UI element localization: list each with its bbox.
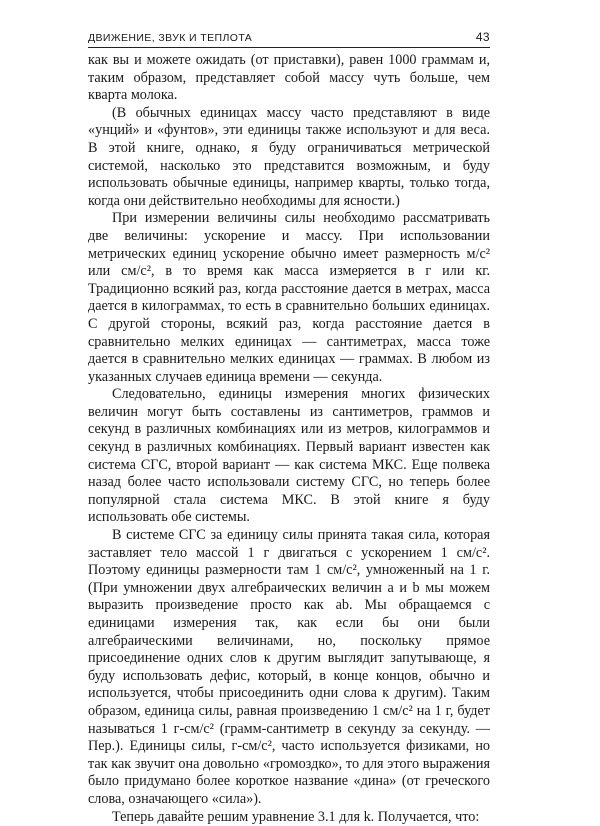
- running-title: ДВИЖЕНИЕ, ЗВУК И ТЕПЛОТА: [88, 32, 253, 44]
- page-number: 43: [475, 30, 490, 44]
- paragraph: В системе СГС за единицу силы принята такая сила, которая заставляет тело массой 1 г двигаться с ускорением 1 см/с². Поэтому единицы размерности там 1 см/с², умноженный на 1 г. (При умножении двух алгебраических величин a и b мы можем выразить произведение просто как ab. Мы обращаемся с единицами измерения так, как если бы они были алгебраическими величинами, но, поскольку прямое присоединение одних слов к другим выглядит запутывающе, я буду использовать дефис, который, в конце концов, обычно и используется, чтобы присоединить одни слова к другим). Таким образом, единица силы, равная произведению 1 см/с² на 1 г, будет называться 1 г-см/с² (грамм-сантиметр в секунду за секунду. — Пер.). Единицы силы, г-см/с², часто используется физиками, но так как звучит она довольно «громоздко», то для этого выражения было придумано более короткое название «дина» (от греческого слова, означающего «сила»).: [88, 527, 490, 807]
- paragraph: Теперь давайте решим уравнение 3.1 для k. Получается, что:: [112, 808, 480, 825]
- paragraph: как вы и можете ожидать (от приставки), равен 1000 граммам и, таким образом, представляет собой массу чуть больше, чем кварта молока.: [88, 52, 490, 104]
- paragraph: (В обычных единицах массу часто представляют в виде «унций» и «фунтов», эти единицы также используют и для веса. В этой книге, однако, я буду ограничиваться метрической системой, насколько это представится возможным, и буду использовать обычные единицы, например кварты, только тогда, когда они действительно необходимы для ясности.): [88, 104, 490, 209]
- paragraph: При измерении величины силы необходимо рассматривать две величины: ускорение и массу. При использовании метрических единиц ускорение обычно имеет размерность м/с² или см/с², в то время как масса измеряется в г или кг. Традиционно всякий раз, когда расстояние дается в метрах, масса дается в килограммах, то есть в сравнительно больших единицах. С другой стороны, всякий раз, когда расстояние дается в сравнительно мелких единицах — сантиметрах, масса тоже дается в сравнительно мелких единицах — граммах. В любом из указанных случаев единица времени — секунда.: [88, 210, 490, 385]
- running-header: [88, 30, 490, 48]
- header-rule: [88, 47, 490, 48]
- page-body: [88, 52, 490, 826]
- paragraph: Следовательно, единицы измерения многих физических величин могут быть составлены из сантиметров, граммов и секунд в различных комбинациях или из метров, килограммов и секунд в различных комбинациях. Первый вариант известен как система СГС, второй вариант — как система МКС. Еще полвека назад более часто использовали систему СГС, но теперь более популярной стала система МКС. В этой книге я буду использовать обе системы.: [88, 386, 490, 526]
